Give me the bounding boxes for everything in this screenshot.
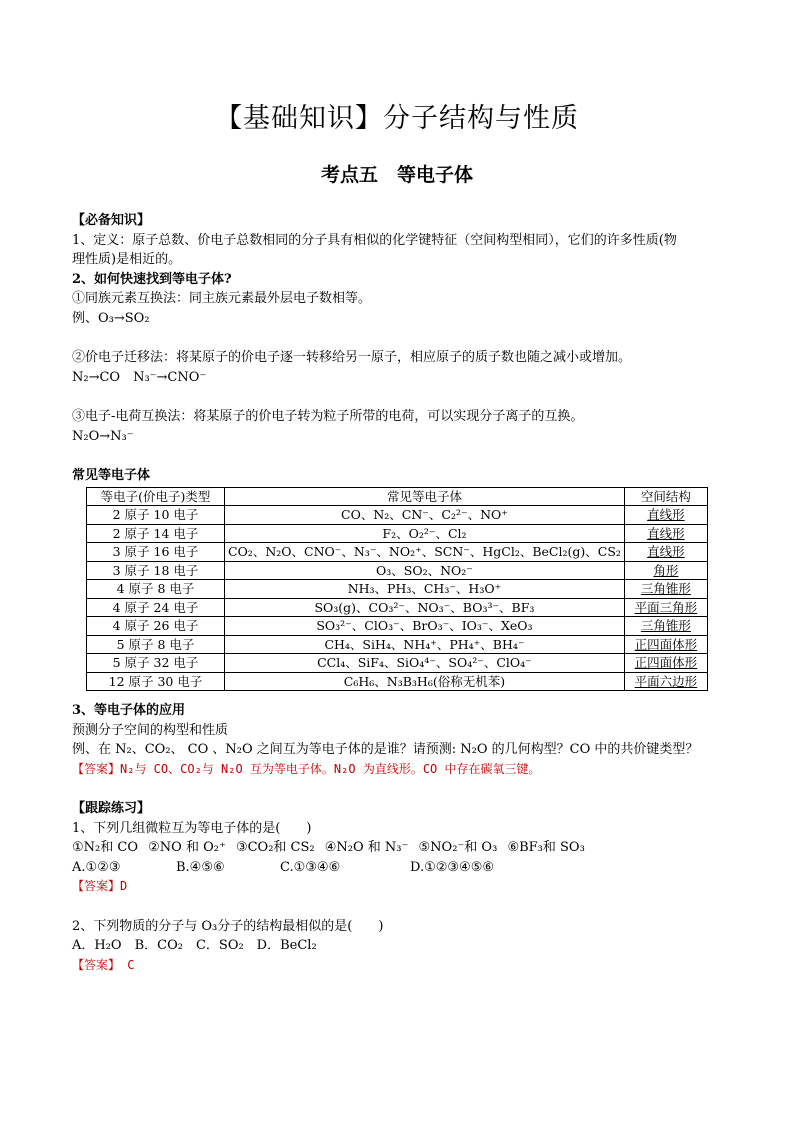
question-1: 1、下列几组微粒互为等电子体的是( ) bbox=[72, 820, 312, 836]
table-row bbox=[87, 543, 708, 562]
option-item: ③CO₂和 CS₂ bbox=[235, 840, 315, 855]
question-1-answer: 【答案】D bbox=[72, 879, 128, 893]
practice-heading: 【跟踪练习】 bbox=[72, 801, 151, 816]
option-item: ④N₂O 和 N₃⁻ bbox=[324, 840, 409, 855]
how-to-find-heading: 2、如何快速找到等电子体? bbox=[72, 271, 232, 287]
choice-item: D.①②③④⑤⑥ bbox=[410, 859, 495, 875]
table-row bbox=[87, 561, 708, 580]
species-cell: NH₃、PH₃、CH₃⁻、H₃O⁺ bbox=[225, 580, 625, 599]
method-3-example: N₂O→N₃⁻ bbox=[72, 428, 134, 444]
method-3: ③电子-电荷互换法：将某原子的价电子转为粒子所带的电荷，可以实现分子离子的互换。 bbox=[72, 409, 584, 424]
page-title: 【基础知识】分子结构与性质 bbox=[215, 103, 579, 134]
shape-cell: 直线形 bbox=[624, 506, 707, 525]
species-cell: F₂、O₂²⁻、Cl₂ bbox=[225, 524, 625, 543]
shape-cell: 平面六边形 bbox=[624, 672, 707, 691]
type-cell: 2 原子 10 电子 bbox=[87, 506, 225, 525]
type-cell: 4 原子 24 电子 bbox=[87, 598, 225, 617]
definition-line-1: 1、定义：原子总数、价电子总数相同的分子具有相似的化学键特征（空间构型相同），它们的许多性质(物 bbox=[72, 232, 677, 248]
table-row bbox=[87, 617, 708, 636]
method-2-example: N₂→CO N₃⁻→CNO⁻ bbox=[72, 369, 207, 385]
question-1-options bbox=[72, 838, 732, 858]
table-header-row bbox=[87, 487, 708, 506]
species-cell: C₆H₆、N₃B₃H₆(俗称无机苯) bbox=[225, 672, 625, 691]
type-cell: 3 原子 16 电子 bbox=[87, 543, 225, 562]
shape-cell: 三角锥形 bbox=[624, 617, 707, 636]
question-1-choices bbox=[72, 858, 732, 878]
isoelectronic-table bbox=[86, 487, 708, 692]
shape-cell: 角形 bbox=[624, 561, 707, 580]
shape-cell: 直线形 bbox=[624, 524, 707, 543]
method-1: ①同族元素互换法：同主族元素最外层电子数相等。 bbox=[72, 291, 372, 306]
page-subtitle: 考点五 等电子体 bbox=[320, 164, 473, 186]
question-2-choices: A．H₂O B．CO₂ C．SO₂ D．BeCl₂ bbox=[72, 938, 317, 953]
species-cell: O₃、SO₂、NO₂⁻ bbox=[225, 561, 625, 580]
type-cell: 4 原子 26 电子 bbox=[87, 617, 225, 636]
type-cell: 5 原子 32 电子 bbox=[87, 654, 225, 673]
document-body bbox=[72, 211, 732, 975]
application-line-1: 预测分子空间的构型和性质 bbox=[72, 722, 229, 738]
species-cell: CCl₄、SiF₄、SiO₄⁴⁻、SO₄²⁻、ClO₄⁻ bbox=[225, 654, 625, 673]
choice-item: A.①②③ bbox=[72, 859, 121, 875]
type-cell: 5 原子 8 电子 bbox=[87, 635, 225, 654]
table-row bbox=[87, 654, 708, 673]
table-row bbox=[87, 598, 708, 617]
table-row bbox=[87, 672, 708, 691]
section-heading-required: 【必备知识】 bbox=[72, 213, 151, 228]
species-cell: CH₄、SiH₄、NH₄⁺、PH₄⁺、BH₄⁻ bbox=[225, 635, 625, 654]
question-2-answer: 【答案】 C bbox=[72, 957, 135, 972]
question-2: 2、下列物质的分子与 O₃分子的结构最相似的是( ) bbox=[72, 918, 384, 934]
species-cell: SO₃(g)、CO₃²⁻、NO₃⁻、BO₃³⁻、BF₃ bbox=[225, 598, 625, 617]
option-item: ②NO 和 O₂⁺ bbox=[148, 840, 226, 855]
application-example: 例、在 N₂、CO₂、 CO 、N₂O 之间互为等电子体的是谁？请预测: N₂O 的几何构型？CO 中的共价键类型？ bbox=[72, 742, 699, 757]
application-heading: 3、等电子体的应用 bbox=[72, 703, 186, 718]
shape-cell: 三角锥形 bbox=[624, 580, 707, 599]
table-header-cell: 等电子(价电子)类型 bbox=[87, 487, 225, 506]
species-cell: CO、N₂、CN⁻、C₂²⁻、NO⁺ bbox=[225, 506, 625, 525]
application-answer: 【答案】N₂与 CO、CO₂与 N₂O 互为等电子体。N₂O 为直线形。CO 中存在碳氧三键。 bbox=[72, 761, 541, 776]
type-cell: 2 原子 14 电子 bbox=[87, 524, 225, 543]
table-row bbox=[87, 635, 708, 654]
choice-item: C.①③④⑥ bbox=[280, 859, 341, 875]
shape-cell: 正四面体形 bbox=[624, 654, 707, 673]
shape-cell: 直线形 bbox=[624, 543, 707, 562]
option-item: ⑥BF₃和 SO₃ bbox=[507, 840, 585, 855]
method-1-example: 例、O₃→SO₂ bbox=[72, 310, 150, 326]
option-item: ①N₂和 CO bbox=[72, 840, 138, 855]
option-item: ⑤NO₂⁻和 O₃ bbox=[418, 840, 498, 855]
table-row bbox=[87, 524, 708, 543]
species-cell: SO₃²⁻、ClO₃⁻、BrO₃⁻、IO₃⁻、XeO₃ bbox=[225, 617, 625, 636]
table-header-cell: 空间结构 bbox=[624, 487, 707, 506]
table-caption: 常见等电子体 bbox=[72, 468, 151, 483]
table-row bbox=[87, 580, 708, 599]
choice-item: B.④⑤⑥ bbox=[176, 859, 225, 875]
shape-cell: 正四面体形 bbox=[624, 635, 707, 654]
definition-line-2: 理性质)是相近的。 bbox=[72, 252, 182, 267]
type-cell: 4 原子 8 电子 bbox=[87, 580, 225, 599]
species-cell: CO₂、N₂O、CNO⁻、N₃⁻、NO₂⁺、SCN⁻、HgCl₂、BeCl₂(g)、CS₂ bbox=[225, 543, 625, 562]
table-row bbox=[87, 506, 708, 525]
type-cell: 12 原子 30 电子 bbox=[87, 672, 225, 691]
shape-cell: 平面三角形 bbox=[624, 598, 707, 617]
method-2: ②价电子迁移法：将某原子的价电子逐一转移给另一原子，相应原子的质子数也随之减小或增加。 bbox=[72, 350, 632, 365]
table-header-cell: 常见等电子体 bbox=[225, 487, 625, 506]
type-cell: 3 原子 18 电子 bbox=[87, 561, 225, 580]
